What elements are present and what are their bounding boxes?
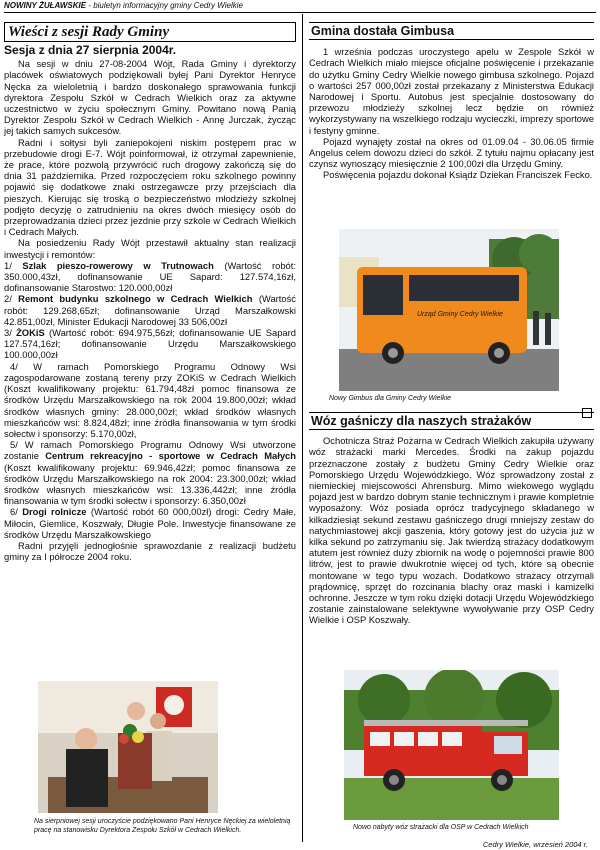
bus-photo bbox=[339, 229, 559, 391]
fire-truck-photo bbox=[344, 670, 559, 820]
fire-article bbox=[309, 412, 594, 626]
paragraph: Na sesji w dniu 27-08-2004 Wójt, Rada Gminy i dyrektorzy placówek oświatowych podziękowali byłej Pani Dyrektor Henryce Nęcka za wieloletnią i bardzo doskonałego sprawowania funkcji dyrektora Zespołu Szkół w Cedrach Wielkich oraz za aktywne uczestnictwo w życiu społecznym Gminy. Powitano nową Panią Dyrektor Zespołu Szkół w Cedrach Wielkich - Annę Jurczak, życząc jej takich samych sukcesów. bbox=[4, 58, 296, 137]
paragraph: Radni i sołtysi byli zaniepokojeni niskim postępem prac w przebudowie drogi E-7. Wójt poinformował, iż otrzymał zapewnienie, że prace, które pozwolą przywrócić ruch drogowy zakończą się do dnia 31 października. Przed rozpoczęciem roku szkolnego powinny pojawić się dodatkowe znaki ostrzegawcze przy przejściach dla pieszych. Kierując się troską o bezpieczeństwo młodzieży szkolnej podjęto decyzję o zatrudnieniu na okres dwóch miesięcy osób do przeprowadzania dzieci przez jezdnie przy szkole w Cedrach Wielkich i Cedrach Małych. bbox=[4, 136, 296, 238]
paragraph: Poświęcenia pojazdu dokonał Ksiądz Dziekan Franciszek Fecko. bbox=[323, 169, 593, 181]
left-column bbox=[4, 22, 296, 562]
paragraph: 1 września podczas uroczystego apelu w Zespole Szkół w Cedrach Wielkich miało miejsce oficjalne poświęcenie i przekazanie do użytku Gminy Cedry Wielkie nowego gimbusa szkolnego. Pojazd o wartości 257 000,00zł został przekazany z Ministerstwa Edukacji Narodowej i Sportu. Autobus jest specjalnie dostosowany do przewozu młodzieży szkolnej lecz będzie on również wykorzystywany na wszelkiego rodzaju wycieczki, imprezy sportowe i festyny gminne. bbox=[309, 46, 594, 136]
paragraph: Ochotnicza Straż Pożarna w Cedrach Wielkich zakupiła używany wóz strażacki marki Mercedes. Środki na zakup pojazdu przeznaczone zostały z budżetu Gminy Cedry Wielkie oraz Pomorskiego Urzędu Wojewódzkiego. Wóz sprowadzony został z niemieckiej miejscowości Ahrensburg. Mimo wiekowego wyglądu pojazd jest w bardzo dobrym stanie technicznym i prawie kompletnie wyposażony. Wóz posiada oprócz tradycyjnego składanego w kilkadziesiąt sekund zestawu gaśniczego drugi mniejszy zestaw do natychmiastowej akcji gaszenia, który gotowy jest do użycia już w kilka sekund po zatrzymaniu się. Jak twierdzą strażacy dodatkowym atutem jest również duży zbiornik na wodę o pojemności prawie 800 litrów, jest to prawie dwukrotnie więcej od tych, które są obecnie montowane w tego typu wozach. Dodatkowo strażacy otrzymali prądownicę, sprzęt do rozcinania blachy oraz maski i kamizelki ochronne. Jeszcze w tym roku dzięki dotacji Urzędu Wojewódzkiego zostanie zainstalowane selektywne wywoływanie przy OSP Cedry Wielkie i OSP Koszwały. bbox=[309, 435, 594, 626]
investment-name: ŻOKiS bbox=[16, 327, 45, 339]
right-column bbox=[309, 22, 594, 181]
publication-subtitle: - biuletyn informacyjny gminy Cedry Wielkie bbox=[86, 1, 243, 10]
paragraph: Na posiedzeniu Rady Wójt przestawił aktualny stan realizacji inwestycji i remontów: bbox=[4, 237, 296, 260]
ceremony-photo-caption: Na sierpniowej sesji uroczyście podziękowano Pani Henryce Nęckiej za wieloletnią pracę na stanowisku Dyrektora Zespołu Szkół w Cedrach Wielkich. bbox=[34, 818, 291, 834]
investment-name: Centrum rekreacyjno - sportowe w Cedrach Małych bbox=[45, 450, 296, 462]
paragraph: Pojazd wynajęty został na okres od 01.09.04 - 30.06.05 firmie Angelus celem dowozu dzieci do szkół. Z tytułu najmu opłacany jest czynsz wynoszący miesięcznie 2 100,00zł dla Urzędu Gminy. bbox=[309, 135, 594, 170]
paragraph: Radni przyjęli jednogłośnie sprawozdanie z realizacji budżetu gminy za I półrocze 2004 roku. bbox=[4, 539, 296, 563]
bus-photo-caption: Nowy Gimbus dla Gminy Cedry Wielkie bbox=[329, 395, 452, 402]
investment-name: Drogi rolnicze bbox=[22, 506, 87, 518]
investment-item: 2/ Remont budynku szkolnego w Cedrach Wielkich (Wartość robót: 129.268,65zł; dofinansowanie Urząd Marszałkowski 42.851,00zł, Minister Edukacji Narodowej 33 506,00zł bbox=[4, 293, 296, 327]
section-title: Wieści z sesji Rady Gminy bbox=[4, 22, 296, 42]
investment-item: 1/ Szlak pieszo-rowerowy w Trutnowach (Wartość robót: 350.000,43zł, dofinansowanie UE Sapard: 127.574,16zł, dofinansowanie Starostwo: 120.000,00zł bbox=[4, 259, 296, 294]
page-footer: Cedry Wielkie, wrzesień 2004 r. bbox=[482, 840, 588, 849]
fire-truck-illustration bbox=[344, 670, 559, 820]
bus-side-sign: Urząd Gminy Cedry Wielkie bbox=[417, 311, 503, 318]
column-divider bbox=[302, 14, 303, 842]
investment-item: 6/ Drogi rolnicze (Wartość robót 60 000,00zł) drogi: Cedry Małe, Miłocin, Giemlice, Koszwały, Długie Pole. Inwestycje finansowane ze środków Urzędu Marszałkowskiego bbox=[4, 506, 296, 540]
ceremony-photo bbox=[38, 681, 218, 813]
investment-item: 3/ ŻOKiS (Wartość robót: 694.975,56zł; dofinansowanie UE Sapard 127.574,16zł; dofinansowanie Urzędu Marszałkowskiego 100.000,00zł bbox=[4, 327, 296, 361]
fire-truck-photo-caption: Nowo nabyty wóz strażacki dla OSP w Cedrach Wielkich bbox=[353, 824, 529, 831]
investment-name: Szlak pieszo-rowerowy w Trutnowach bbox=[22, 259, 214, 271]
investment-item: 5/ W ramach Pomorskiego Programu Odnowy Wsi utworzone zostanie Centrum rekreacyjno - sportowe w Cedrach Małych (Koszt kwalifikowany projektu: 69.946,42zł; pomoc finansowa ze środków Urzędu Marszałkowskiego na rok 2004: 23.300,00zł; wkład środków własnych mieszkańców wsi: 13.336,442zł; inne źródła finansowania w tym środki sołectw i sponsorzy: 6.350,00zł bbox=[4, 439, 296, 507]
page-header bbox=[4, 0, 596, 13]
fire-article-title: Wóz gaśniczy dla naszych strażaków bbox=[309, 412, 594, 430]
gimbus-article-title: Gmina dostała Gimbusa bbox=[309, 22, 594, 40]
investment-item: 4/ W ramach Pomorskiego Programu Odnowy Wsi zagospodarowane zostaną tereny przy ZOKiS w Cedrach Wielkich (Koszt kwalifikowany projektu: 61.794,48zł pomoc finansowa ze środków Urzędu Marszałkowskiego na rok 2004 19.800,00zł; wkład środków własnych gminy: 28.000,00zł; wkład środków własnych mieszkańców wsi: 8.824,48zł; inne źródła finansowania w tym środki sołectw i sponsorzy: 5.170,00zł, bbox=[4, 360, 296, 439]
publication-name: NOWINY ŻUŁAWSKIE bbox=[4, 1, 87, 10]
bus-photo-illustration bbox=[339, 229, 559, 391]
session-heading: Sesja z dnia 27 sierpnia 2004r. bbox=[4, 43, 177, 57]
investment-name: Remont budynku szkolnego w Cedrach Wielkich bbox=[18, 293, 253, 305]
ceremony-photo-illustration bbox=[38, 681, 218, 813]
